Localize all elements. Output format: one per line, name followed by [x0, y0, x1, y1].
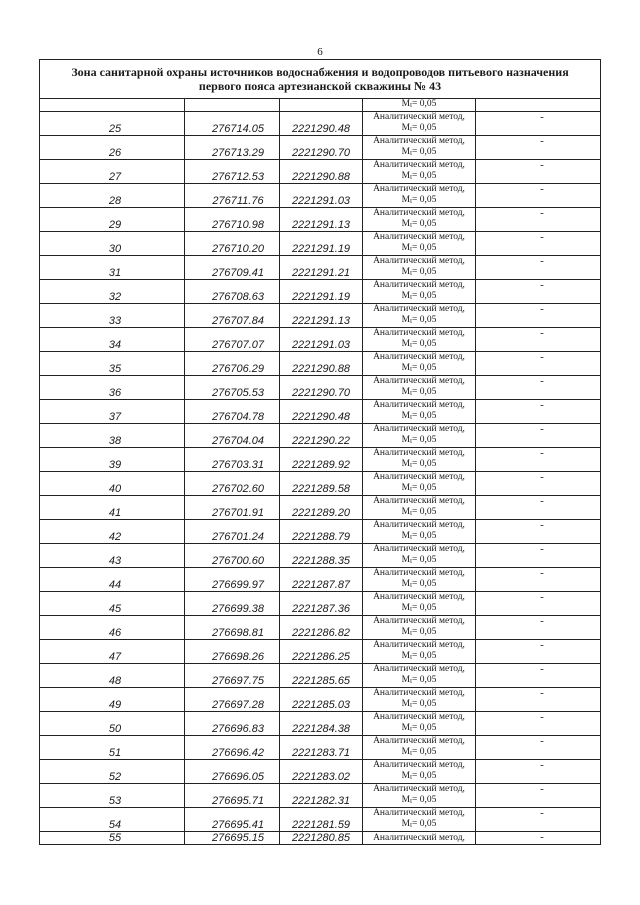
- dash-cell: -: [476, 136, 601, 160]
- point-number: 45: [40, 592, 185, 616]
- precision-value: $M_t= 0,05$: [401, 795, 437, 805]
- dash-cell: -: [476, 112, 601, 136]
- x-coordinate: 276701.24: [185, 520, 280, 544]
- point-number: 55: [40, 832, 185, 845]
- y-coordinate: 2221290.70: [280, 376, 363, 400]
- point-number: 34: [40, 328, 185, 352]
- y-coordinate: 2221291.19: [280, 280, 363, 304]
- y-coordinate: 2221285.65: [280, 664, 363, 688]
- precision-value: $M_t= 0,05$: [401, 555, 437, 565]
- table-row: [40, 208, 601, 232]
- table-row: [40, 616, 601, 640]
- method-label: Аналитический метод,: [373, 424, 465, 434]
- page-number: 6: [317, 46, 323, 58]
- method-cell: [363, 424, 476, 448]
- dash-cell: -: [476, 304, 601, 328]
- dash-cell: -: [476, 784, 601, 808]
- method-label: Аналитический метод,: [373, 160, 465, 170]
- dash-cell: -: [476, 232, 601, 256]
- y-coordinate: 2221290.48: [280, 112, 363, 136]
- dash-cell: -: [476, 832, 601, 845]
- dash-cell: -: [476, 544, 601, 568]
- y-coordinate: 2221290.48: [280, 400, 363, 424]
- point-number: 37: [40, 400, 185, 424]
- x-coordinate: 276697.75: [185, 664, 280, 688]
- precision-value: $M_t= 0,05$: [401, 411, 437, 421]
- precision-value: $M_t= 0,05$: [401, 267, 437, 277]
- x-coordinate: 276701.91: [185, 496, 280, 520]
- method-label: Аналитический метод,: [373, 640, 465, 650]
- dash-cell: -: [476, 688, 601, 712]
- carry-over-empty: [280, 99, 363, 112]
- method-cell: [363, 160, 476, 184]
- table-row: [40, 688, 601, 712]
- table-row: [40, 544, 601, 568]
- x-coordinate: 276695.41: [185, 808, 280, 832]
- x-coordinate: 276710.98: [185, 208, 280, 232]
- dash-cell: -: [476, 184, 601, 208]
- method-label: Аналитический метод,: [373, 184, 465, 194]
- method-cell: [363, 520, 476, 544]
- precision-value: $M_t= 0,05$: [401, 195, 437, 205]
- dash-cell: -: [476, 280, 601, 304]
- table-row: [40, 568, 601, 592]
- point-number: 28: [40, 184, 185, 208]
- carry-over-empty: [476, 99, 601, 112]
- x-coordinate: 276710.20: [185, 232, 280, 256]
- method-cell: [363, 784, 476, 808]
- y-coordinate: 2221290.88: [280, 352, 363, 376]
- table-row: [40, 184, 601, 208]
- dash-cell: -: [476, 712, 601, 736]
- method-label: Аналитический метод,: [373, 544, 465, 554]
- method-label: Аналитический метод,: [373, 712, 465, 722]
- table-row: [40, 304, 601, 328]
- precision-value: $M_t= 0,05$: [401, 243, 437, 253]
- point-number: 31: [40, 256, 185, 280]
- dash-cell: -: [476, 808, 601, 832]
- method-cell: [363, 136, 476, 160]
- point-number: 35: [40, 352, 185, 376]
- table-row: [40, 112, 601, 136]
- table-title-line1: Зона санитарной охраны источников водоснабжения и водопроводов питьевого назначения: [71, 65, 569, 79]
- table-row: [40, 160, 601, 184]
- point-number: 42: [40, 520, 185, 544]
- point-number: 26: [40, 136, 185, 160]
- point-number: 27: [40, 160, 185, 184]
- table-row: [40, 328, 601, 352]
- method-label: Аналитический метод,: [373, 304, 465, 314]
- x-coordinate: 276705.53: [185, 376, 280, 400]
- method-cell: [363, 256, 476, 280]
- method-cell: [363, 544, 476, 568]
- precision-value: $M_t= 0,05$: [401, 651, 437, 661]
- y-coordinate: 2221291.03: [280, 184, 363, 208]
- table-row: [40, 256, 601, 280]
- y-coordinate: 2221283.02: [280, 760, 363, 784]
- y-coordinate: 2221280.85: [280, 832, 363, 845]
- method-label: Аналитический метод,: [373, 400, 465, 410]
- x-coordinate: 276711.76: [185, 184, 280, 208]
- y-coordinate: 2221291.19: [280, 232, 363, 256]
- y-coordinate: 2221281.59: [280, 808, 363, 832]
- method-label: Аналитический метод,: [373, 112, 465, 122]
- point-number: 39: [40, 448, 185, 472]
- precision-value: $M_t= 0,05$: [401, 123, 437, 133]
- point-number: 36: [40, 376, 185, 400]
- x-coordinate: 276707.07: [185, 328, 280, 352]
- point-number: 47: [40, 640, 185, 664]
- carry-over-row: [40, 99, 601, 112]
- table-row: [40, 736, 601, 760]
- x-coordinate: 276695.15: [185, 832, 280, 845]
- point-number: 44: [40, 568, 185, 592]
- method-cell: [363, 184, 476, 208]
- precision-value: $M_t= 0,05$: [401, 675, 437, 685]
- table-row: [40, 232, 601, 256]
- point-number: 30: [40, 232, 185, 256]
- method-label: Аналитический метод,: [373, 448, 465, 458]
- y-coordinate: 2221284.38: [280, 712, 363, 736]
- point-number: 54: [40, 808, 185, 832]
- y-coordinate: 2221282.31: [280, 784, 363, 808]
- precision-value: $M_t= 0,05$: [401, 819, 437, 829]
- method-label: Аналитический метод,: [373, 472, 465, 482]
- point-number: 50: [40, 712, 185, 736]
- method-label: Аналитический метод,: [373, 688, 465, 698]
- precision-value: $M_t= 0,05$: [401, 603, 437, 613]
- table-title: [40, 60, 601, 99]
- method-label: Аналитический метод,: [373, 568, 465, 578]
- dash-cell: -: [476, 760, 601, 784]
- carry-over-empty: [40, 99, 185, 112]
- method-cell: [363, 760, 476, 784]
- table-row: [40, 400, 601, 424]
- method-cell: [363, 688, 476, 712]
- precision-value: $M_t= 0,05$: [401, 747, 437, 757]
- x-coordinate: 276708.63: [185, 280, 280, 304]
- y-coordinate: 2221291.13: [280, 208, 363, 232]
- x-coordinate: 276706.29: [185, 352, 280, 376]
- table-title-line2: первого пояса артезианской скважины № 43: [198, 79, 442, 93]
- table-row: [40, 808, 601, 832]
- y-coordinate: 2221283.71: [280, 736, 363, 760]
- x-coordinate: 276698.26: [185, 640, 280, 664]
- precision-value: $M_t= 0,05$: [401, 723, 437, 733]
- point-number: 46: [40, 616, 185, 640]
- x-coordinate: 276712.53: [185, 160, 280, 184]
- point-number: 38: [40, 424, 185, 448]
- table-row: [40, 784, 601, 808]
- precision-value: $M_t= 0,05$: [401, 627, 437, 637]
- precision-value: $M_t= 0,05$: [401, 507, 437, 517]
- method-cell: [363, 712, 476, 736]
- point-number: 25: [40, 112, 185, 136]
- method-cell: [363, 448, 476, 472]
- precision-value: $M_t= 0,05$: [401, 531, 437, 541]
- method-label: Аналитический метод,: [373, 208, 465, 218]
- point-number: 29: [40, 208, 185, 232]
- table-row: [40, 136, 601, 160]
- dash-cell: -: [476, 640, 601, 664]
- table-row: [40, 712, 601, 736]
- method-label: Аналитический метод,: [373, 736, 465, 746]
- table-row: [40, 592, 601, 616]
- x-coordinate: 276704.78: [185, 400, 280, 424]
- precision-value: $M_t= 0,05$: [401, 363, 437, 373]
- y-coordinate: 2221289.20: [280, 496, 363, 520]
- table-row: [40, 448, 601, 472]
- method-cell: [363, 208, 476, 232]
- y-coordinate: 2221289.92: [280, 448, 363, 472]
- x-coordinate: 276707.84: [185, 304, 280, 328]
- method-cell: [363, 112, 476, 136]
- method-cell: [363, 616, 476, 640]
- method-cell: [363, 664, 476, 688]
- y-coordinate: 2221291.13: [280, 304, 363, 328]
- carry-over-precision: $M_t= 0,05$: [363, 99, 476, 112]
- x-coordinate: 276709.41: [185, 256, 280, 280]
- dash-cell: -: [476, 472, 601, 496]
- dash-cell: -: [476, 208, 601, 232]
- point-number: 32: [40, 280, 185, 304]
- precision-value: $M_t= 0,05$: [401, 579, 437, 589]
- method-cell: [363, 568, 476, 592]
- dash-cell: -: [476, 448, 601, 472]
- y-coordinate: 2221288.79: [280, 520, 363, 544]
- method-label: Аналитический метод,: [373, 232, 465, 242]
- dash-cell: -: [476, 592, 601, 616]
- x-coordinate: 276696.42: [185, 736, 280, 760]
- x-coordinate: 276698.81: [185, 616, 280, 640]
- x-coordinate: 276700.60: [185, 544, 280, 568]
- method-label: Аналитический метод,: [373, 808, 465, 818]
- table-row: [40, 280, 601, 304]
- y-coordinate: 2221286.82: [280, 616, 363, 640]
- precision-value: $M_t= 0,05$: [401, 387, 437, 397]
- dash-cell: -: [476, 256, 601, 280]
- method-label: Аналитический метод,: [373, 760, 465, 770]
- y-coordinate: 2221288.35: [280, 544, 363, 568]
- table-row: [40, 640, 601, 664]
- point-number: 33: [40, 304, 185, 328]
- method-label: Аналитический метод,: [373, 616, 465, 626]
- y-coordinate: 2221291.21: [280, 256, 363, 280]
- precision-value: $M_t= 0,05$: [401, 171, 437, 181]
- y-coordinate: 2221287.36: [280, 592, 363, 616]
- precision-value: $M_t= 0,05$: [401, 435, 437, 445]
- y-coordinate: 2221291.03: [280, 328, 363, 352]
- method-cell: [363, 640, 476, 664]
- point-number: 51: [40, 736, 185, 760]
- precision-value: $M_t= 0,05$: [401, 219, 437, 229]
- table-row: [40, 832, 601, 845]
- method-cell: [363, 496, 476, 520]
- method-cell: [363, 400, 476, 424]
- point-number: 49: [40, 688, 185, 712]
- method-label: Аналитический метод,: [373, 520, 465, 530]
- x-coordinate: 276699.38: [185, 592, 280, 616]
- y-coordinate: 2221285.03: [280, 688, 363, 712]
- dash-cell: -: [476, 496, 601, 520]
- point-number: 48: [40, 664, 185, 688]
- method-cell: [363, 592, 476, 616]
- dash-cell: -: [476, 736, 601, 760]
- point-number: 41: [40, 496, 185, 520]
- table-row: [40, 352, 601, 376]
- y-coordinate: 2221290.70: [280, 136, 363, 160]
- method-cell: [363, 304, 476, 328]
- point-number: 53: [40, 784, 185, 808]
- dash-cell: -: [476, 352, 601, 376]
- x-coordinate: 276713.29: [185, 136, 280, 160]
- method-cell: [363, 808, 476, 832]
- table-row: [40, 496, 601, 520]
- x-coordinate: 276704.04: [185, 424, 280, 448]
- y-coordinate: 2221287.87: [280, 568, 363, 592]
- method-label: Аналитический метод,: [373, 832, 465, 843]
- method-cell: [363, 328, 476, 352]
- precision-value: $M_t= 0,05$: [401, 459, 437, 469]
- x-coordinate: 276702.60: [185, 472, 280, 496]
- x-coordinate: 276699.97: [185, 568, 280, 592]
- precision-value: $M_t= 0,05$: [401, 699, 437, 709]
- table-row: [40, 472, 601, 496]
- x-coordinate: 276696.05: [185, 760, 280, 784]
- coordinates-table: [39, 59, 601, 845]
- method-label: Аналитический метод,: [373, 592, 465, 602]
- table-row: [40, 376, 601, 400]
- method-label: Аналитический метод,: [373, 280, 465, 290]
- table-row: [40, 664, 601, 688]
- dash-cell: -: [476, 616, 601, 640]
- x-coordinate: 276697.28: [185, 688, 280, 712]
- method-cell: [363, 736, 476, 760]
- dash-cell: -: [476, 328, 601, 352]
- method-cell: [363, 280, 476, 304]
- y-coordinate: 2221290.88: [280, 160, 363, 184]
- method-cell: [363, 472, 476, 496]
- method-label: Аналитический метод,: [373, 256, 465, 266]
- precision-value: $M_t= 0,05$: [401, 147, 437, 157]
- dash-cell: -: [476, 664, 601, 688]
- dash-cell: -: [476, 376, 601, 400]
- dash-cell: -: [476, 424, 601, 448]
- dash-cell: -: [476, 400, 601, 424]
- method-label: Аналитический метод,: [373, 328, 465, 338]
- point-number: 43: [40, 544, 185, 568]
- precision-value: $M_t= 0,05$: [401, 291, 437, 301]
- precision-value: $M_t= 0,05$: [401, 315, 437, 325]
- method-label: Аналитический метод,: [373, 496, 465, 506]
- method-cell: [363, 232, 476, 256]
- y-coordinate: 2221286.25: [280, 640, 363, 664]
- x-coordinate: 276703.31: [185, 448, 280, 472]
- method-label: Аналитический метод,: [373, 136, 465, 146]
- x-coordinate: 276696.83: [185, 712, 280, 736]
- x-coordinate: 276714.05: [185, 112, 280, 136]
- method-label: Аналитический метод,: [373, 784, 465, 794]
- x-coordinate: 276695.71: [185, 784, 280, 808]
- dash-cell: -: [476, 568, 601, 592]
- method-cell: [363, 376, 476, 400]
- table-row: [40, 760, 601, 784]
- method-cell: [363, 832, 476, 845]
- precision-value: $M_t= 0,05$: [401, 771, 437, 781]
- method-label: Аналитический метод,: [373, 352, 465, 362]
- method-label: Аналитический метод,: [373, 376, 465, 386]
- table-row: [40, 424, 601, 448]
- table-row: [40, 520, 601, 544]
- y-coordinate: 2221290.22: [280, 424, 363, 448]
- carry-over-empty: [185, 99, 280, 112]
- y-coordinate: 2221289.58: [280, 472, 363, 496]
- dash-cell: -: [476, 160, 601, 184]
- point-number: 40: [40, 472, 185, 496]
- method-label: Аналитический метод,: [373, 664, 465, 674]
- dash-cell: -: [476, 520, 601, 544]
- method-cell: [363, 352, 476, 376]
- precision-value: $M_t= 0,05$: [401, 339, 437, 349]
- precision-value: $M_t= 0,05$: [401, 483, 437, 493]
- point-number: 52: [40, 760, 185, 784]
